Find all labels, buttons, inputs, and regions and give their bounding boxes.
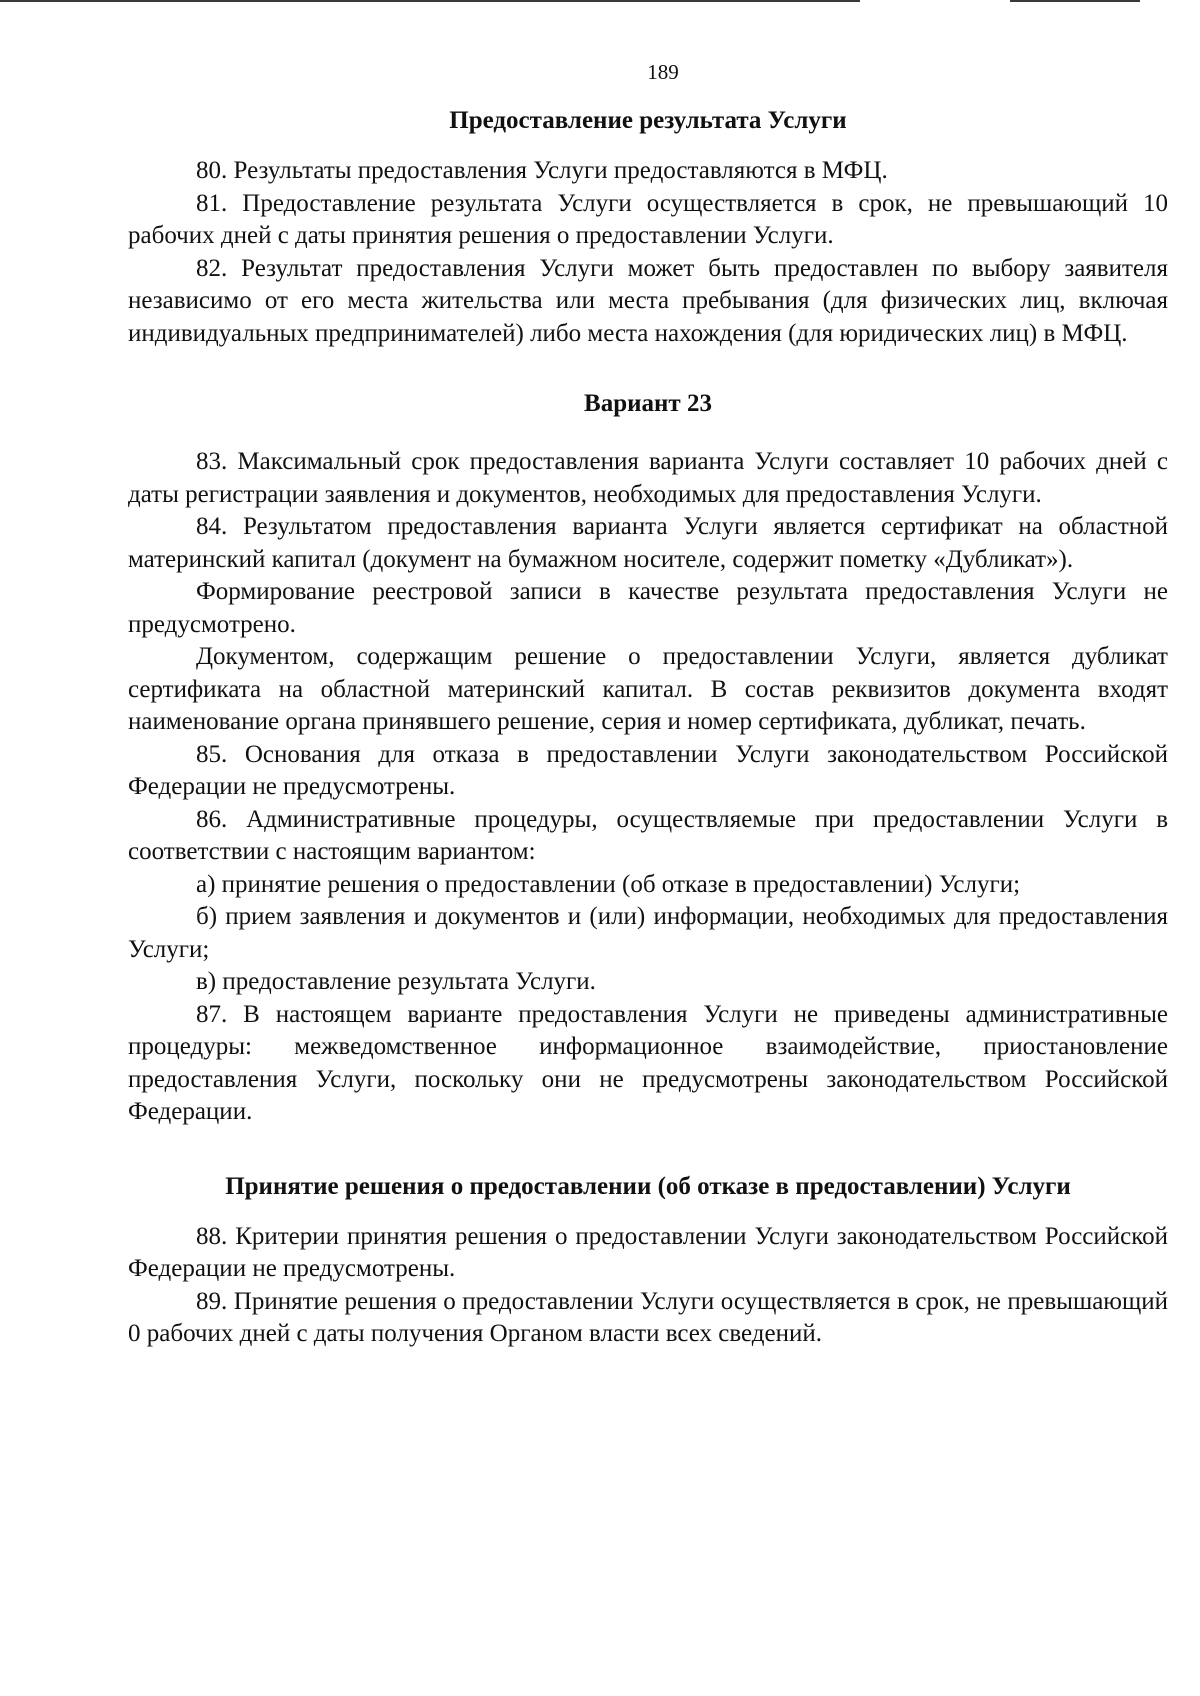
list-item-b: б) прием заявления и документов и (или) информации, необходимых для предоставления Услуги;	[128, 903, 1168, 963]
paragraph-decision-document: Документом, содержащим решение о предоставлении Услуги, является дубликат сертификата на областной материнский капитал. В состав реквизитов документа входят наименование органа принявшего решение, серия и номер сертификата, дубликат, печать.	[128, 643, 1168, 735]
section-heading: Вариант 23	[584, 390, 712, 417]
paragraph-80: 80. Результаты предоставления Услуги предоставляются в МФЦ.	[196, 157, 888, 184]
scan-edge-right	[1010, 0, 1140, 2]
paragraph-87: 87. В настоящем варианте предоставления Услуги не приведены административные процедуры: межведомственное информационное взаимодействие, приостановление предоставления Услуги, поскольку они не предусмотрены законодательством Российской Федерации.	[128, 1000, 1168, 1125]
section-heading: Предоставление результата Услуги	[449, 107, 847, 134]
section-variant-23	[128, 390, 1168, 1129]
paragraph-82: 82. Результат предоставления Услуги может быть предоставлен по выбору заявителя независимо от его места жительства или места пребывания (для физических лиц, включая индивидуальных предпринимателей) либо места нахождения (для юридических лиц) в МФЦ.	[128, 254, 1168, 347]
section-decision	[128, 1173, 1168, 1351]
paragraph-registry-record: Формирование реестровой записи в качестве результата предоставления Услуги не предусмотрено.	[128, 578, 1168, 638]
page-number: 189	[647, 60, 679, 84]
paragraph-84: 84. Результатом предоставления варианта Услуги является сертификат на областной материнский капитал (документ на бумажном носителе, содержит пометку «Дубликат»).	[128, 513, 1168, 573]
paragraph-86: 86. Административные процедуры, осуществляемые при предоставлении Услуги в соответствии с настоящим вариантом:	[128, 805, 1168, 865]
paragraph-88: 88. Критерии принятия решения о предоставлении Услуги законодательством Российской Федерации не предусмотрены.	[128, 1222, 1168, 1282]
section-result	[128, 107, 1168, 350]
paragraph-85: 85. Основания для отказа в предоставлении Услуги законодательством Российской Федерации не предусмотрены.	[128, 740, 1168, 800]
paragraph-81: 81. Предоставление результата Услуги осуществляется в срок, не превышающий 10 рабочих дней с даты принятия решения о предоставлении Услуги.	[128, 189, 1168, 249]
list-item-a: а) принятие решения о предоставлении (об отказе в предоставлении) Услуги;	[196, 870, 1021, 898]
list-item-v: в) предоставление результата Услуги.	[196, 968, 596, 995]
paragraph-89: 89. Принятие решения о предоставлении Услуги осуществляется в срок, не превышающий 0 рабочих дней с даты получения Органом власти всех сведений.	[128, 1287, 1168, 1347]
paragraph-83: 83. Максимальный срок предоставления варианта Услуги составляет 10 рабочих дней с даты регистрации заявления и документов, необходимых для предоставления Услуги.	[128, 448, 1168, 508]
document-page	[128, 60, 1168, 1351]
scan-edge-left	[0, 0, 860, 2]
section-heading: Принятие решения о предоставлении (об отказе в предоставлении) Услуги	[225, 1172, 1071, 1200]
